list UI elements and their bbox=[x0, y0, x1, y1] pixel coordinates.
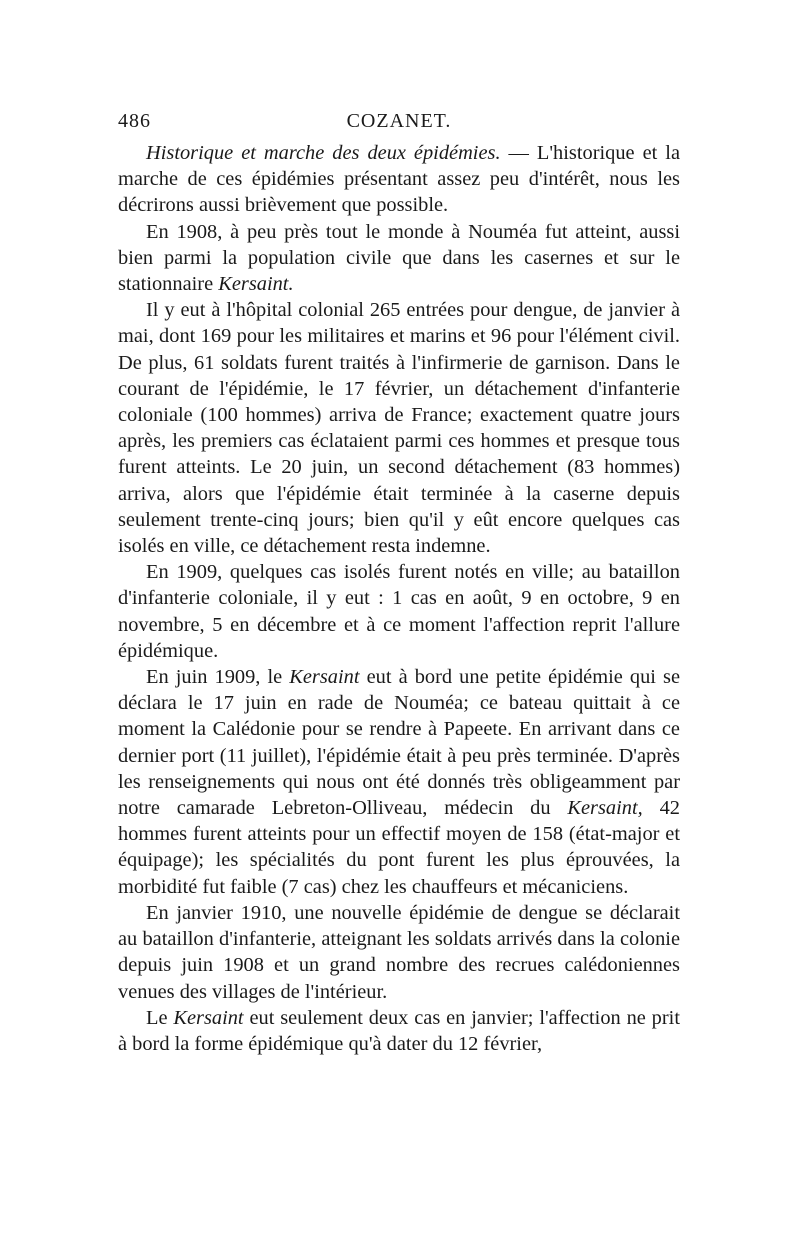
paragraph bbox=[118, 900, 680, 1005]
text-segment: Historique et marche des deux épidémies. bbox=[146, 142, 501, 164]
body-text bbox=[118, 140, 680, 1057]
text-segment: Il y eut à l'hôpital colonial 265 entrées pour dengue, de janvier à mai, dont 169 pour les militaires et marins et 96 pour l'élément civil. De plus, 61 soldats furent traités à l'infirmerie de garnison. Dans le courant de l'épidémie, le 17 février, un détachement d'infanterie coloniale (100 hommes) arriva de France; exactement quatre jours après, les premiers cas éclataient parmi ces hommes et presque tous furent atteints. Le 20 juin, un second détachement (83 hommes) arriva, alors que l'épidémie était terminée à la caserne depuis seulement trente-cinq jours; bien qu'il y eût encore quelques cas isolés en ville, ce détachement resta indemne. bbox=[118, 299, 680, 558]
page-number: 486 bbox=[118, 110, 151, 132]
text-segment: Kersaint bbox=[173, 1006, 244, 1029]
paragraph bbox=[118, 297, 680, 559]
text-segment: Le bbox=[146, 1006, 174, 1029]
text-segment: En 1909, quelques cas isolés furent notés en ville; au bataillon d'infanterie coloniale, il y eut : 1 cas en août, 9 en octobre, 9 en novembre, 5 en décembre et à ce moment l'affection reprit l'allure épidémique. bbox=[118, 561, 680, 662]
paragraph bbox=[118, 664, 680, 900]
paragraph bbox=[118, 140, 680, 219]
text-segment: En 1908, à peu près tout le monde à Nouméa fut atteint, aussi bien parmi la population civile que dans les casernes et sur le stationnaire bbox=[118, 220, 680, 296]
paragraph bbox=[118, 1005, 680, 1057]
text-segment: — L'historique et la marche de ces épidémies présentant assez peu d'intérêt, nous les décrirons aussi brièvement que possible. bbox=[118, 142, 680, 217]
text-segment: Kersaint bbox=[289, 666, 360, 689]
text-segment: En janvier 1910, une nouvelle épidémie de dengue se déclarait au bataillon d'infanterie, atteignant les soldats arrivés dans la colonie depuis juin 1908 et un grand nombre des recrues calédoniennes venues des villages de l'intérieur. bbox=[118, 901, 680, 1003]
header-title: COZANET. bbox=[346, 110, 452, 132]
running-head bbox=[118, 110, 680, 140]
paragraph bbox=[118, 219, 680, 298]
text-segment: Kersaint. bbox=[218, 273, 294, 296]
text-segment: 42 hommes furent atteints pour un effectif moyen de 158 (état-major et équipage); les spécialités du pont furent les plus éprouvées, la morbidité fut faible (7 cas) chez les chauffeurs et mécaniciens. bbox=[118, 797, 680, 898]
text-segment: eut seulement deux cas en janvier; l'affection ne prit à bord la forme épidémique qu'à dater du 12 février, bbox=[118, 1006, 680, 1055]
text-segment: Kersaint, bbox=[567, 797, 643, 820]
paragraph bbox=[118, 559, 680, 664]
text-segment: eut à bord une petite épidémie qui se déclara le 17 juin en rade de Nouméa; ce bateau quittait à ce moment la Calédonie pour se rendre à Papeete. En arrivant dans ce dernier port (11 juillet), l'épidémie était à peu près terminée. D'après les renseignements qui nous ont été donnés très obligeamment par notre camarade Lebreton-Olliveau, médecin du bbox=[118, 666, 680, 820]
text-segment: En juin 1909, le bbox=[146, 666, 290, 689]
